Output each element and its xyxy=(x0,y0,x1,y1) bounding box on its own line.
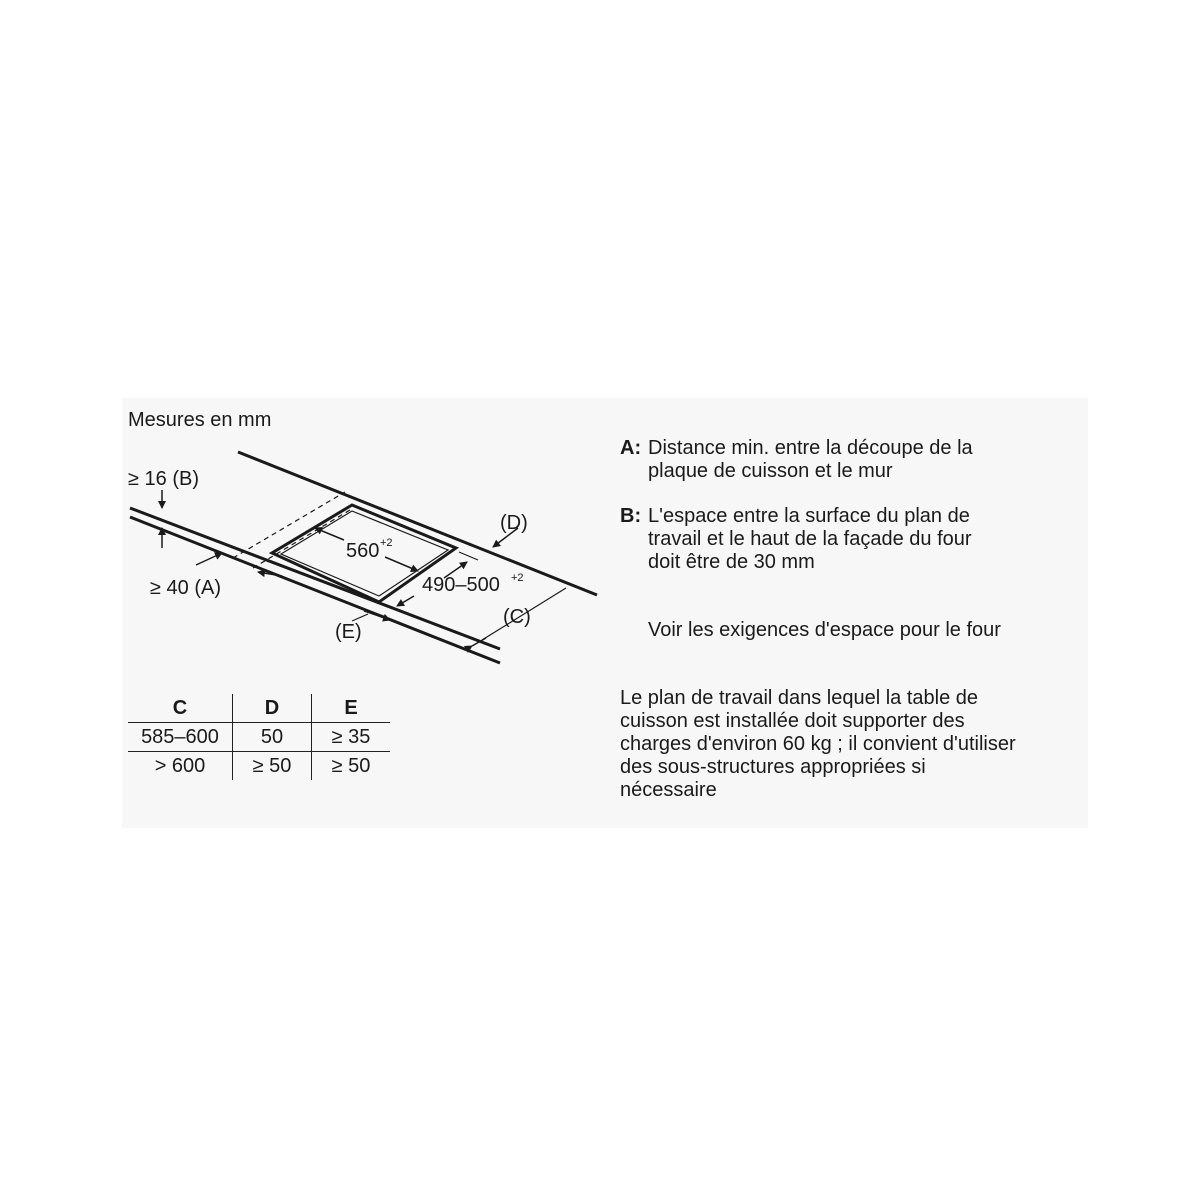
table-cell: ≥ 50 xyxy=(312,752,391,781)
legend-b-key: B: xyxy=(620,505,642,527)
depth-extension-line xyxy=(459,552,478,560)
label-d: (D) xyxy=(500,512,528,534)
a-arrow xyxy=(196,553,222,565)
label-c: (C) xyxy=(503,606,531,628)
width-tolerance: +2 xyxy=(380,537,393,549)
legend-a-line: Distance min. entre la découpe de la xyxy=(648,437,973,459)
depth-arrow xyxy=(397,596,414,606)
width-arrow xyxy=(385,557,418,571)
table-cell: ≥ 50 xyxy=(233,752,312,781)
load-note-line: cuisson est installée doit supporter des xyxy=(620,710,965,732)
table-cell: 50 xyxy=(233,723,312,752)
table-cell: > 600 xyxy=(128,752,233,781)
legend-b-text xyxy=(648,505,972,574)
e-dimension-line xyxy=(364,611,390,620)
label-a: ≥ 40 (A) xyxy=(150,577,221,599)
depth-tolerance: +2 xyxy=(511,572,524,584)
clearance-table xyxy=(128,694,390,780)
units-note: Mesures en mm xyxy=(128,409,272,431)
table-header: C xyxy=(172,696,188,719)
load-note-line: Le plan de travail dans lequel la table de xyxy=(620,687,979,709)
table-row xyxy=(128,752,390,781)
table-header-row xyxy=(128,694,390,723)
legend-a-text xyxy=(648,437,973,483)
load-note xyxy=(620,687,1016,802)
table-cell: ≥ 35 xyxy=(312,723,391,752)
legend-b-line: travail et le haut de la façade du four xyxy=(648,528,972,550)
table-header: E xyxy=(312,694,391,723)
table-row xyxy=(128,723,390,752)
oven-requirements-note: Voir les exigences d'espace pour le four xyxy=(648,619,1001,641)
depth-value: 490–500 xyxy=(422,574,500,596)
load-note-line: des sous-structures appropriées si xyxy=(620,756,926,778)
width-arrow xyxy=(315,528,344,540)
label-b: ≥ 16 (B) xyxy=(128,468,199,490)
legend-b-line: L'espace entre la surface du plan de xyxy=(648,505,970,527)
label-e: (E) xyxy=(335,621,362,643)
table-cell: 585–600 xyxy=(128,723,233,752)
depth-extension-line xyxy=(383,604,404,612)
load-note-line: charges d'environ 60 kg ; il convient d'utiliser xyxy=(620,733,1016,755)
legend-a-line: plaque de cuisson et le mur xyxy=(648,460,893,482)
table-header: D xyxy=(233,694,312,723)
load-note-line: nécessaire xyxy=(620,779,717,801)
legend-b-line: doit être de 30 mm xyxy=(648,551,815,573)
e-dimension-line xyxy=(352,614,368,621)
width-value: 560 xyxy=(346,540,380,562)
legend-a-key: A: xyxy=(620,437,642,459)
